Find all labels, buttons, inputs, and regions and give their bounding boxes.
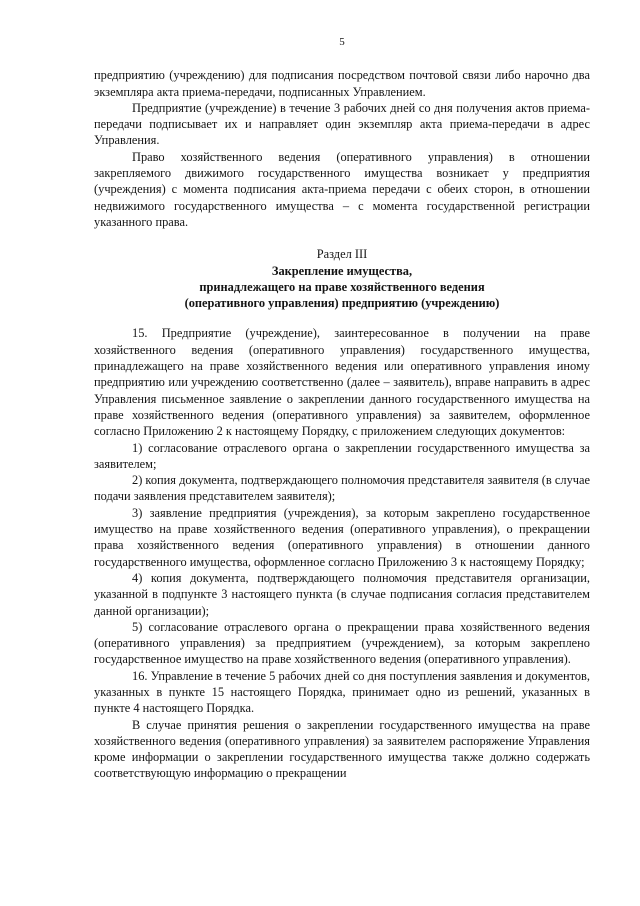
- paragraph-item-15: 15. Предприятие (учреждение), заинтересованное в получении на праве хозяйственного ведения (оперативного управления) государственного имущества, принадлежащего на праве хозяйственного ведения или оперативного управления иному предприятию или учреждению соответственно (далее – заявитель), вправе направить в адрес Управления письменное заявление о закреплении данного государственного имущества на праве хозяйственного ведения (оперативного управления) за заявителем, оформленное согласно Приложению 2 к настоящему Порядку, с приложением следующих документов:: [94, 326, 590, 439]
- section-title-line-2: принадлежащего на праве хозяйственного ведения: [199, 279, 485, 294]
- paragraph-subitem-1: 1) согласование отраслевого органа о закреплении государственного имущества за заявителем;: [94, 440, 590, 471]
- paragraph-acceptance-acts: Предприятие (учреждение) в течение 3 рабочих дней со дня получения актов приема-передачи подписывает их и направляет один экземпляр акта приема-передачи в адрес Управления.: [94, 100, 590, 148]
- paragraph-decision-case: В случае принятия решения о закреплении государственного имущества на праве хозяйственного ведения (оперативного управления) за заявителем распоряжение Управления кроме информации о закреплении государственного имущества также должно содержать соответствующую информацию о прекращении: [94, 717, 590, 781]
- paragraph-continuation: предприятию (учреждению) для подписания посредством почтовой связи либо нарочно два экземпляра акта приема-передачи, подписанных Управлением.: [94, 68, 590, 99]
- paragraph-subitem-4: 4) копия документа, подтверждающего полномочия представителя организации, указанной в подпункте 3 настоящего пункта (в случае подписания согласия представителем данной организации);: [94, 570, 590, 618]
- paragraph-subitem-3: 3) заявление предприятия (учреждения), за которым закреплено государственное имущество на праве хозяйственного ведения (оперативного управления), о прекращении права хозяйственного ведения (оперативного управления) в отношении данного государственного имущества, оформленное согласно Приложению 3 к настоящему Порядку;: [94, 505, 590, 569]
- section-label: Раздел III: [316, 247, 368, 262]
- paragraph-right-emergence: Право хозяйственного ведения (оперативного управления) в отношении закрепляемого движимого государственного имущества возникает у предприятия (учреждения) с момента подписания акта-приема передачи с обеих сторон, в отношении недвижимого государственного имущества – с момента государственной регистрации указанного права.: [94, 149, 590, 229]
- section-title-line-1: Закрепление имущества,: [271, 263, 413, 278]
- paragraph-subitem-2: 2) копия документа, подтверждающего полномочия представителя заявителя (в случае подачи заявления представителем заявителя);: [94, 473, 590, 504]
- paragraph-subitem-5: 5) согласование отраслевого органа о прекращении права хозяйственного ведения (оперативного управления) за предприятием (учреждением), за которым закреплено государственное имущество на праве хозяйственного ведения (оперативного управления).: [94, 619, 590, 667]
- page-number: 5: [339, 36, 345, 48]
- paragraph-item-16: 16. Управление в течение 5 рабочих дней со дня поступления заявления и документов, указанных в пункте 15 настоящего Порядка, принимает одно из решений, указанных в пункте 4 настоящего Порядка.: [94, 668, 590, 716]
- section-title-line-3: (оперативного управления) предприятию (учреждению): [184, 296, 500, 311]
- document-page: [94, 34, 590, 782]
- section-heading: [94, 246, 590, 311]
